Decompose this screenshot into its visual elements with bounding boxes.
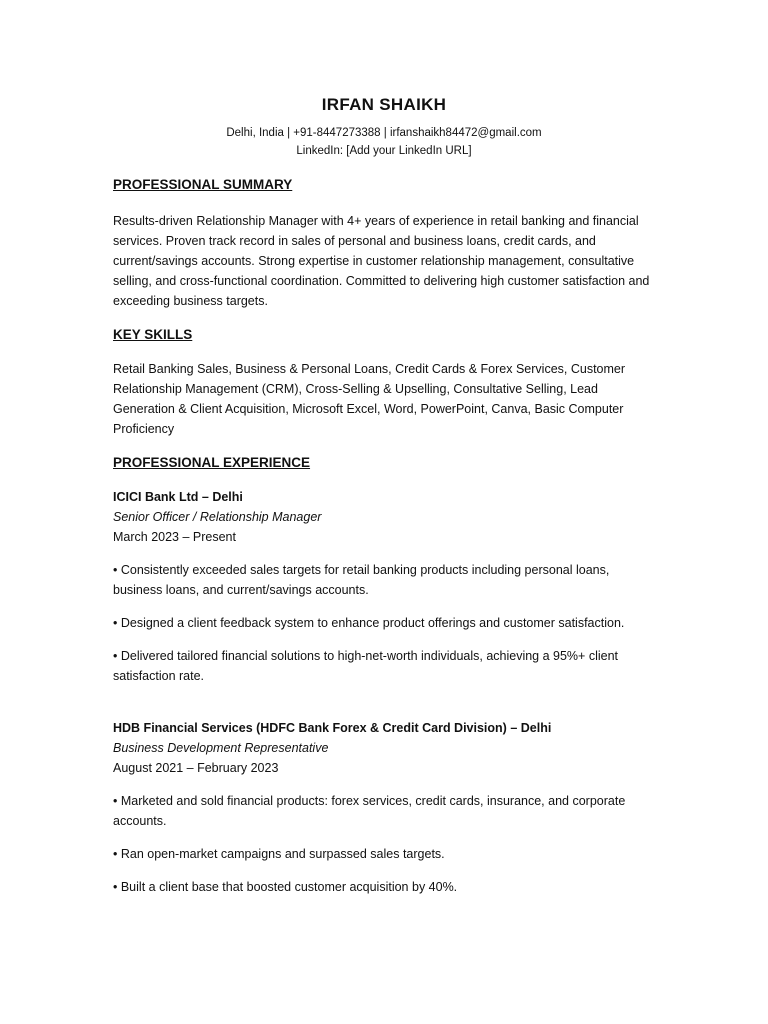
job-company: ICICI Bank Ltd – Delhi — [113, 490, 243, 504]
contact-info: Delhi, India | +91-8447273388 | irfanshaikh84472@gmail.com — [226, 127, 542, 139]
linkedin-line: LinkedIn: [Add your LinkedIn URL] — [296, 145, 472, 157]
job-bullet: • Designed a client feedback system to enhance product offerings and customer satisfaction. — [113, 616, 625, 630]
summary-text: Results-driven Relationship Manager with 4+ years of experience in retail banking and financial services. Proven track record in sales of personal and business loans, credit cards, and current/savings accounts. Strong expertise in customer relationship management, consultative selling, and cross-functional coordination. Committed to delivering high customer satisfaction and exceeding business targets. — [113, 214, 650, 308]
job-dates: March 2023 – Present — [113, 530, 236, 544]
experience-heading: PROFESSIONAL EXPERIENCE — [113, 455, 311, 470]
job-entry — [113, 487, 655, 686]
summary-heading: PROFESSIONAL SUMMARY — [113, 177, 293, 192]
skills-heading: KEY SKILLS — [113, 327, 193, 342]
candidate-name: IRFAN SHAIKH — [321, 95, 447, 114]
skills-text: Retail Banking Sales, Business & Personal Loans, Credit Cards & Forex Services, Customer Relationship Management (CRM), Cross-Selling & Upselling, Consultative Selling, Lead Generation & Client Acquisition, Microsoft Excel, Word, PowerPoint, Canva, Basic Computer Proficiency — [113, 362, 626, 436]
job-bullet: • Ran open-market campaigns and surpassed sales targets. — [113, 847, 445, 861]
job-bullet: • Built a client base that boosted customer acquisition by 40%. — [113, 880, 458, 894]
job-title: Senior Officer / Relationship Manager — [113, 510, 322, 524]
job-bullet: • Delivered tailored financial solutions to high-net-worth individuals, achieving a 95%+ client satisfaction rate. — [113, 649, 619, 683]
job-title: Business Development Representative — [113, 741, 329, 755]
job-bullet: • Consistently exceeded sales targets for retail banking products including personal loans, business loans, and current/savings accounts. — [113, 563, 610, 597]
resume-header — [113, 94, 655, 160]
job-dates: August 2021 – February 2023 — [113, 761, 279, 775]
experience-section — [113, 454, 655, 897]
job-bullet: • Marketed and sold financial products: forex services, credit cards, insurance, and corporate accounts. — [113, 794, 626, 828]
skills-section — [113, 326, 655, 439]
summary-section — [113, 176, 655, 311]
job-company: HDB Financial Services (HDFC Bank Forex & Credit Card Division) – Delhi — [113, 721, 552, 735]
job-entry — [113, 718, 655, 897]
